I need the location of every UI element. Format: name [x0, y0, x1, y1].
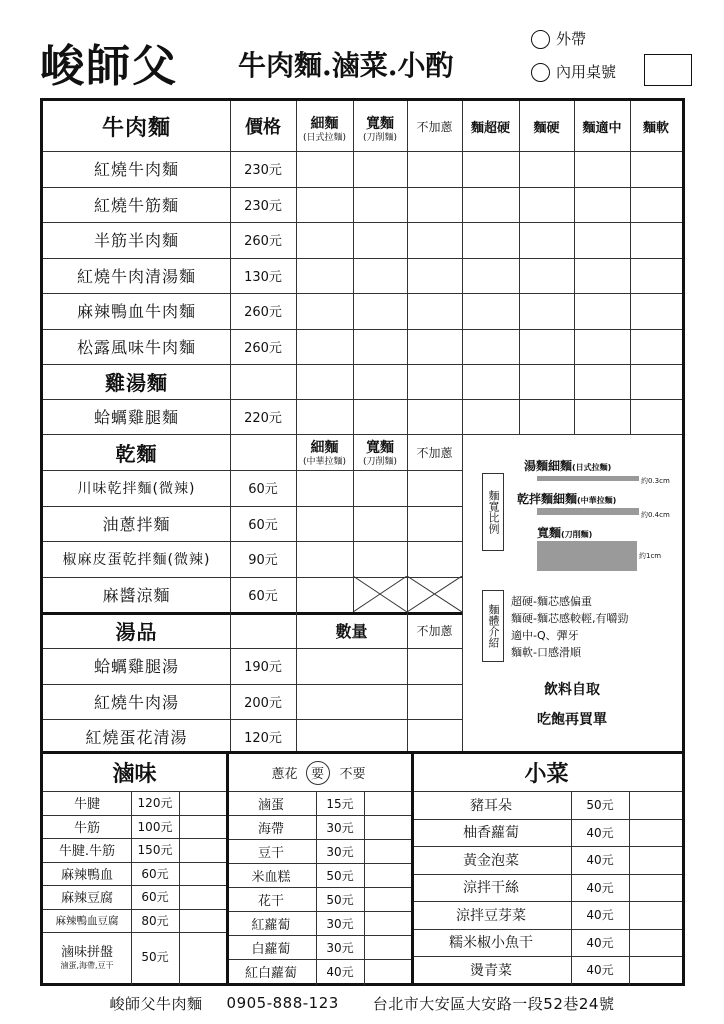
wide-size: 約1cm: [639, 552, 662, 560]
grid-line: [407, 101, 408, 751]
grid-line: [226, 751, 229, 985]
side-dish-name: 涼拌豆芽菜: [456, 907, 526, 924]
menu-item-name: 蛤蠣雞腿麵: [93, 408, 179, 427]
side-dish-name: 豬耳朵: [470, 797, 512, 814]
grid-line: [43, 329, 682, 330]
braised-item-name: 滷味拼盤 滷蛋,海帶,豆干: [60, 945, 114, 970]
braised-item-name: 花干: [257, 893, 284, 909]
menu-item-price: 130元: [244, 269, 282, 285]
grid-line: [43, 506, 462, 507]
pay-after-note: 吃飽再買單: [537, 712, 607, 728]
footer: [0, 990, 724, 1016]
grid-line: [43, 909, 226, 910]
grid-line: [629, 791, 630, 985]
side-dish-price: 40元: [586, 825, 614, 840]
grid-line: [43, 684, 462, 685]
side-dish-price: 40元: [586, 853, 614, 868]
grid-line: [230, 101, 231, 751]
grid-line: [226, 863, 411, 864]
braised-item-price: 150元: [137, 843, 173, 858]
texture-guide-label: 麵體介紹: [482, 590, 504, 662]
soft-header: 麵軟: [642, 120, 669, 136]
grid-line: [411, 901, 682, 902]
soup-thin-bar: [537, 476, 639, 481]
grid-line: [43, 932, 226, 933]
menu-item-price: 230元: [244, 163, 282, 178]
menu-item-price: 230元: [244, 198, 282, 214]
side-dish-name: 糯米椒小魚干: [449, 935, 533, 952]
side-dish-title: 小菜: [524, 761, 569, 787]
onion-want-option[interactable]: 要: [306, 761, 330, 785]
braised-item-price: 80元: [141, 913, 169, 928]
braised-item-name: 豆干: [257, 845, 284, 861]
medium-header: 麵適中: [582, 120, 622, 136]
braised-item-name: 牛腱.牛筋: [58, 844, 116, 860]
grid-line: [574, 101, 575, 434]
dry-thin-bar: [537, 508, 639, 515]
brand-logo: 峻師父: [40, 41, 178, 92]
radio-circle-icon[interactable]: [531, 63, 550, 82]
grid-line: [43, 719, 462, 720]
grid-line: [43, 612, 462, 615]
unavailable-cross-marks: [296, 576, 462, 612]
side-dish-price: 40元: [586, 963, 614, 978]
tagline: 牛肉麵.滷菜.小酌: [238, 49, 454, 82]
grid-line: [179, 791, 180, 985]
soup-thin-size: 約0.3cm: [641, 477, 670, 485]
grid-line: [519, 101, 520, 434]
grid-line: [43, 151, 682, 152]
braised-item-price: 50元: [326, 892, 354, 907]
braised-item-name: 麻辣鴨血: [60, 867, 113, 883]
footer-shop: 峻師父牛肉麵: [109, 994, 203, 1013]
grid-line: [316, 791, 317, 985]
braised-item-price: 30元: [326, 844, 354, 859]
menu-item-name: 半筋半肉麵: [93, 231, 179, 250]
grid-line: [43, 364, 682, 365]
dry-thin-label: 乾拌麵細麵(中華拉麵): [517, 492, 617, 506]
menu-item-name: 麻醬涼麵: [102, 585, 171, 605]
radio-circle-icon[interactable]: [531, 30, 550, 49]
grid-line: [462, 101, 463, 751]
grid-line: [43, 222, 682, 223]
menu-item-name: 松露風味牛肉麵: [76, 337, 196, 357]
braised-item-name: 牛筋: [73, 820, 100, 836]
grid-line: [226, 911, 411, 912]
grid-line: [131, 791, 132, 985]
grid-line: [411, 791, 682, 792]
side-dish-price: 40元: [586, 880, 614, 895]
drinks-note: 飲料自取: [544, 682, 600, 698]
thin-noodle-header: 細麵 (日式拉麵): [302, 116, 347, 143]
menu-item-name: 紅燒牛肉湯: [93, 692, 179, 712]
braised-item-price: 15元: [326, 796, 354, 811]
grid-line: [43, 399, 682, 400]
menu-item-price: 260元: [244, 340, 282, 356]
wide-label: 寬麵(刀削麵): [537, 526, 593, 540]
braised-item-name: 米血糕: [251, 869, 291, 885]
dry-noodle-title: 乾麵: [115, 441, 158, 466]
braised-item-name: 海帶: [257, 821, 284, 837]
grid-line: [43, 470, 462, 471]
grid-line: [571, 791, 572, 985]
side-dish-price: 40元: [586, 908, 614, 923]
grid-line: [43, 258, 682, 259]
grid-line: [411, 956, 682, 957]
soup-title: 湯品: [115, 619, 158, 644]
side-dish-name: 柚香蘿蔔: [463, 825, 519, 842]
dry-wide-header: 寬麵 (刀削麵): [362, 440, 398, 467]
menu-item-price: 90元: [248, 553, 278, 568]
grid-line: [411, 929, 682, 930]
grid-line: [43, 434, 682, 435]
grid-line: [411, 874, 682, 875]
extra-hard-header: 麵超硬: [470, 120, 510, 136]
grid-line: [43, 577, 462, 578]
grid-line: [43, 187, 682, 188]
grid-line: [630, 101, 631, 434]
beef-noodle-title: 牛肉麵: [101, 114, 171, 141]
braised-item-price: 30元: [326, 940, 354, 955]
braised-item-name: 白蘿蔔: [251, 941, 291, 957]
menu-item-name: 紅燒牛筋麵: [93, 195, 179, 215]
price-header: 價格: [245, 117, 281, 138]
side-dish-price: 50元: [586, 798, 614, 813]
braised-item-price: 60元: [141, 890, 169, 905]
dry-thin-header: 細麵 (中華拉麵): [302, 440, 347, 467]
texture-guide-text: 超硬-麵芯感偏重 麵硬-麵芯感較輕,有嚼勁 適中-Q、彈牙 麵軟-口感滑順: [511, 595, 629, 659]
menu-item-price: 60元: [248, 588, 278, 604]
braised-item-name: 滷蛋: [257, 797, 284, 813]
menu-item-price: 190元: [244, 660, 282, 675]
braised-item-price: 30元: [326, 916, 354, 931]
braised-item-name: 紅白蘿蔔: [244, 965, 297, 981]
grid-line: [411, 819, 682, 820]
grid-line: [226, 959, 411, 960]
braised-item-price: 50元: [141, 949, 169, 964]
grid-line: [43, 885, 226, 886]
quantity-header: 數量: [335, 621, 368, 641]
braised-item-name: 麻辣鴨血豆腐: [55, 914, 119, 927]
menu-item-name: 油蔥拌麵: [102, 514, 171, 534]
menu-item-price: 200元: [244, 695, 282, 711]
grid-line: [364, 791, 365, 985]
wide-bar: [537, 541, 637, 571]
table-number-box[interactable]: [644, 54, 692, 86]
braised-item-name: 麻辣豆腐: [60, 891, 113, 907]
takeout-label: 外帶: [556, 30, 587, 48]
braised-item-price: 100元: [137, 819, 173, 834]
side-dish-name: 涼拌干絲: [463, 880, 519, 897]
grid-line: [353, 101, 354, 612]
grid-line: [226, 815, 411, 816]
grid-line: [226, 887, 411, 888]
grid-line: [43, 648, 462, 649]
dry-thin-size: 約0.4cm: [641, 511, 670, 519]
grid-line: [43, 293, 682, 294]
side-dish-name: 黃金泡菜: [463, 852, 519, 869]
braised-item-price: 30元: [326, 820, 354, 835]
dinein-option[interactable]: [531, 61, 616, 82]
menu-item-name: 紅燒蛋花清湯: [85, 728, 188, 747]
menu-item-name: 蛤蠣雞腿湯: [93, 657, 179, 676]
onion-no-option[interactable]: 不要: [339, 767, 366, 782]
footer-phone: 0905-888-123: [226, 994, 339, 1012]
braised-title: 滷味: [112, 761, 157, 787]
wide-noodle-header: 寬麵 (刀削麵): [362, 116, 398, 143]
grid-line: [226, 839, 411, 840]
order-sheet: [40, 98, 685, 986]
grid-line: [43, 815, 226, 816]
dry-no-onion-header: 不加蔥: [416, 445, 453, 460]
width-guide-label: 麵寬比例: [482, 473, 504, 551]
no-onion-header: 不加蔥: [416, 119, 453, 134]
braised-item-name: 紅蘿蔔: [251, 917, 291, 933]
grid-line: [43, 541, 462, 542]
grid-line: [43, 751, 682, 754]
menu-item-price: 260元: [244, 234, 282, 249]
braised-item-price: 40元: [326, 964, 354, 979]
grid-line: [296, 101, 297, 751]
braised-item-name: 牛腱: [73, 797, 100, 813]
takeout-option[interactable]: [531, 28, 586, 49]
hard-header: 麵硬: [533, 120, 560, 136]
dinein-label: 內用桌號: [556, 63, 617, 81]
grid-line: [226, 935, 411, 936]
braised-item-price: 50元: [326, 868, 354, 883]
menu-item-price: 60元: [248, 482, 278, 497]
chicken-noodle-title: 雞湯麵: [105, 371, 168, 395]
side-dish-name: 燙青菜: [470, 962, 512, 979]
grid-line: [411, 751, 414, 985]
onion-preference: 蔥花 要 不要: [226, 754, 411, 791]
footer-address: 台北市大安區大安路一段52巷24號: [372, 994, 615, 1013]
grid-line: [43, 862, 226, 863]
menu-item-name: 川味乾拌麵(微辣): [77, 480, 196, 497]
grid-line: [411, 846, 682, 847]
braised-item-price: 120元: [137, 796, 173, 811]
soup-no-onion-header: 不加蔥: [416, 623, 453, 638]
grid-line: [43, 838, 226, 839]
menu-item-price: 260元: [244, 305, 282, 320]
menu-item-name: 麻辣鴨血牛肉麵: [76, 302, 196, 321]
menu-item-price: 60元: [248, 517, 278, 533]
menu-item-name: 紅燒牛肉麵: [93, 160, 179, 179]
menu-item-price: 220元: [244, 411, 282, 426]
side-dish-price: 40元: [586, 935, 614, 950]
menu-item-price: 120元: [244, 731, 282, 746]
menu-item-name: 椒麻皮蛋乾拌麵(微辣): [62, 551, 211, 568]
menu-item-name: 紅燒牛肉清湯麵: [76, 266, 196, 286]
braised-item-price: 60元: [141, 866, 169, 881]
soup-thin-label: 湯麵細麵(日式拉麵): [524, 459, 612, 473]
